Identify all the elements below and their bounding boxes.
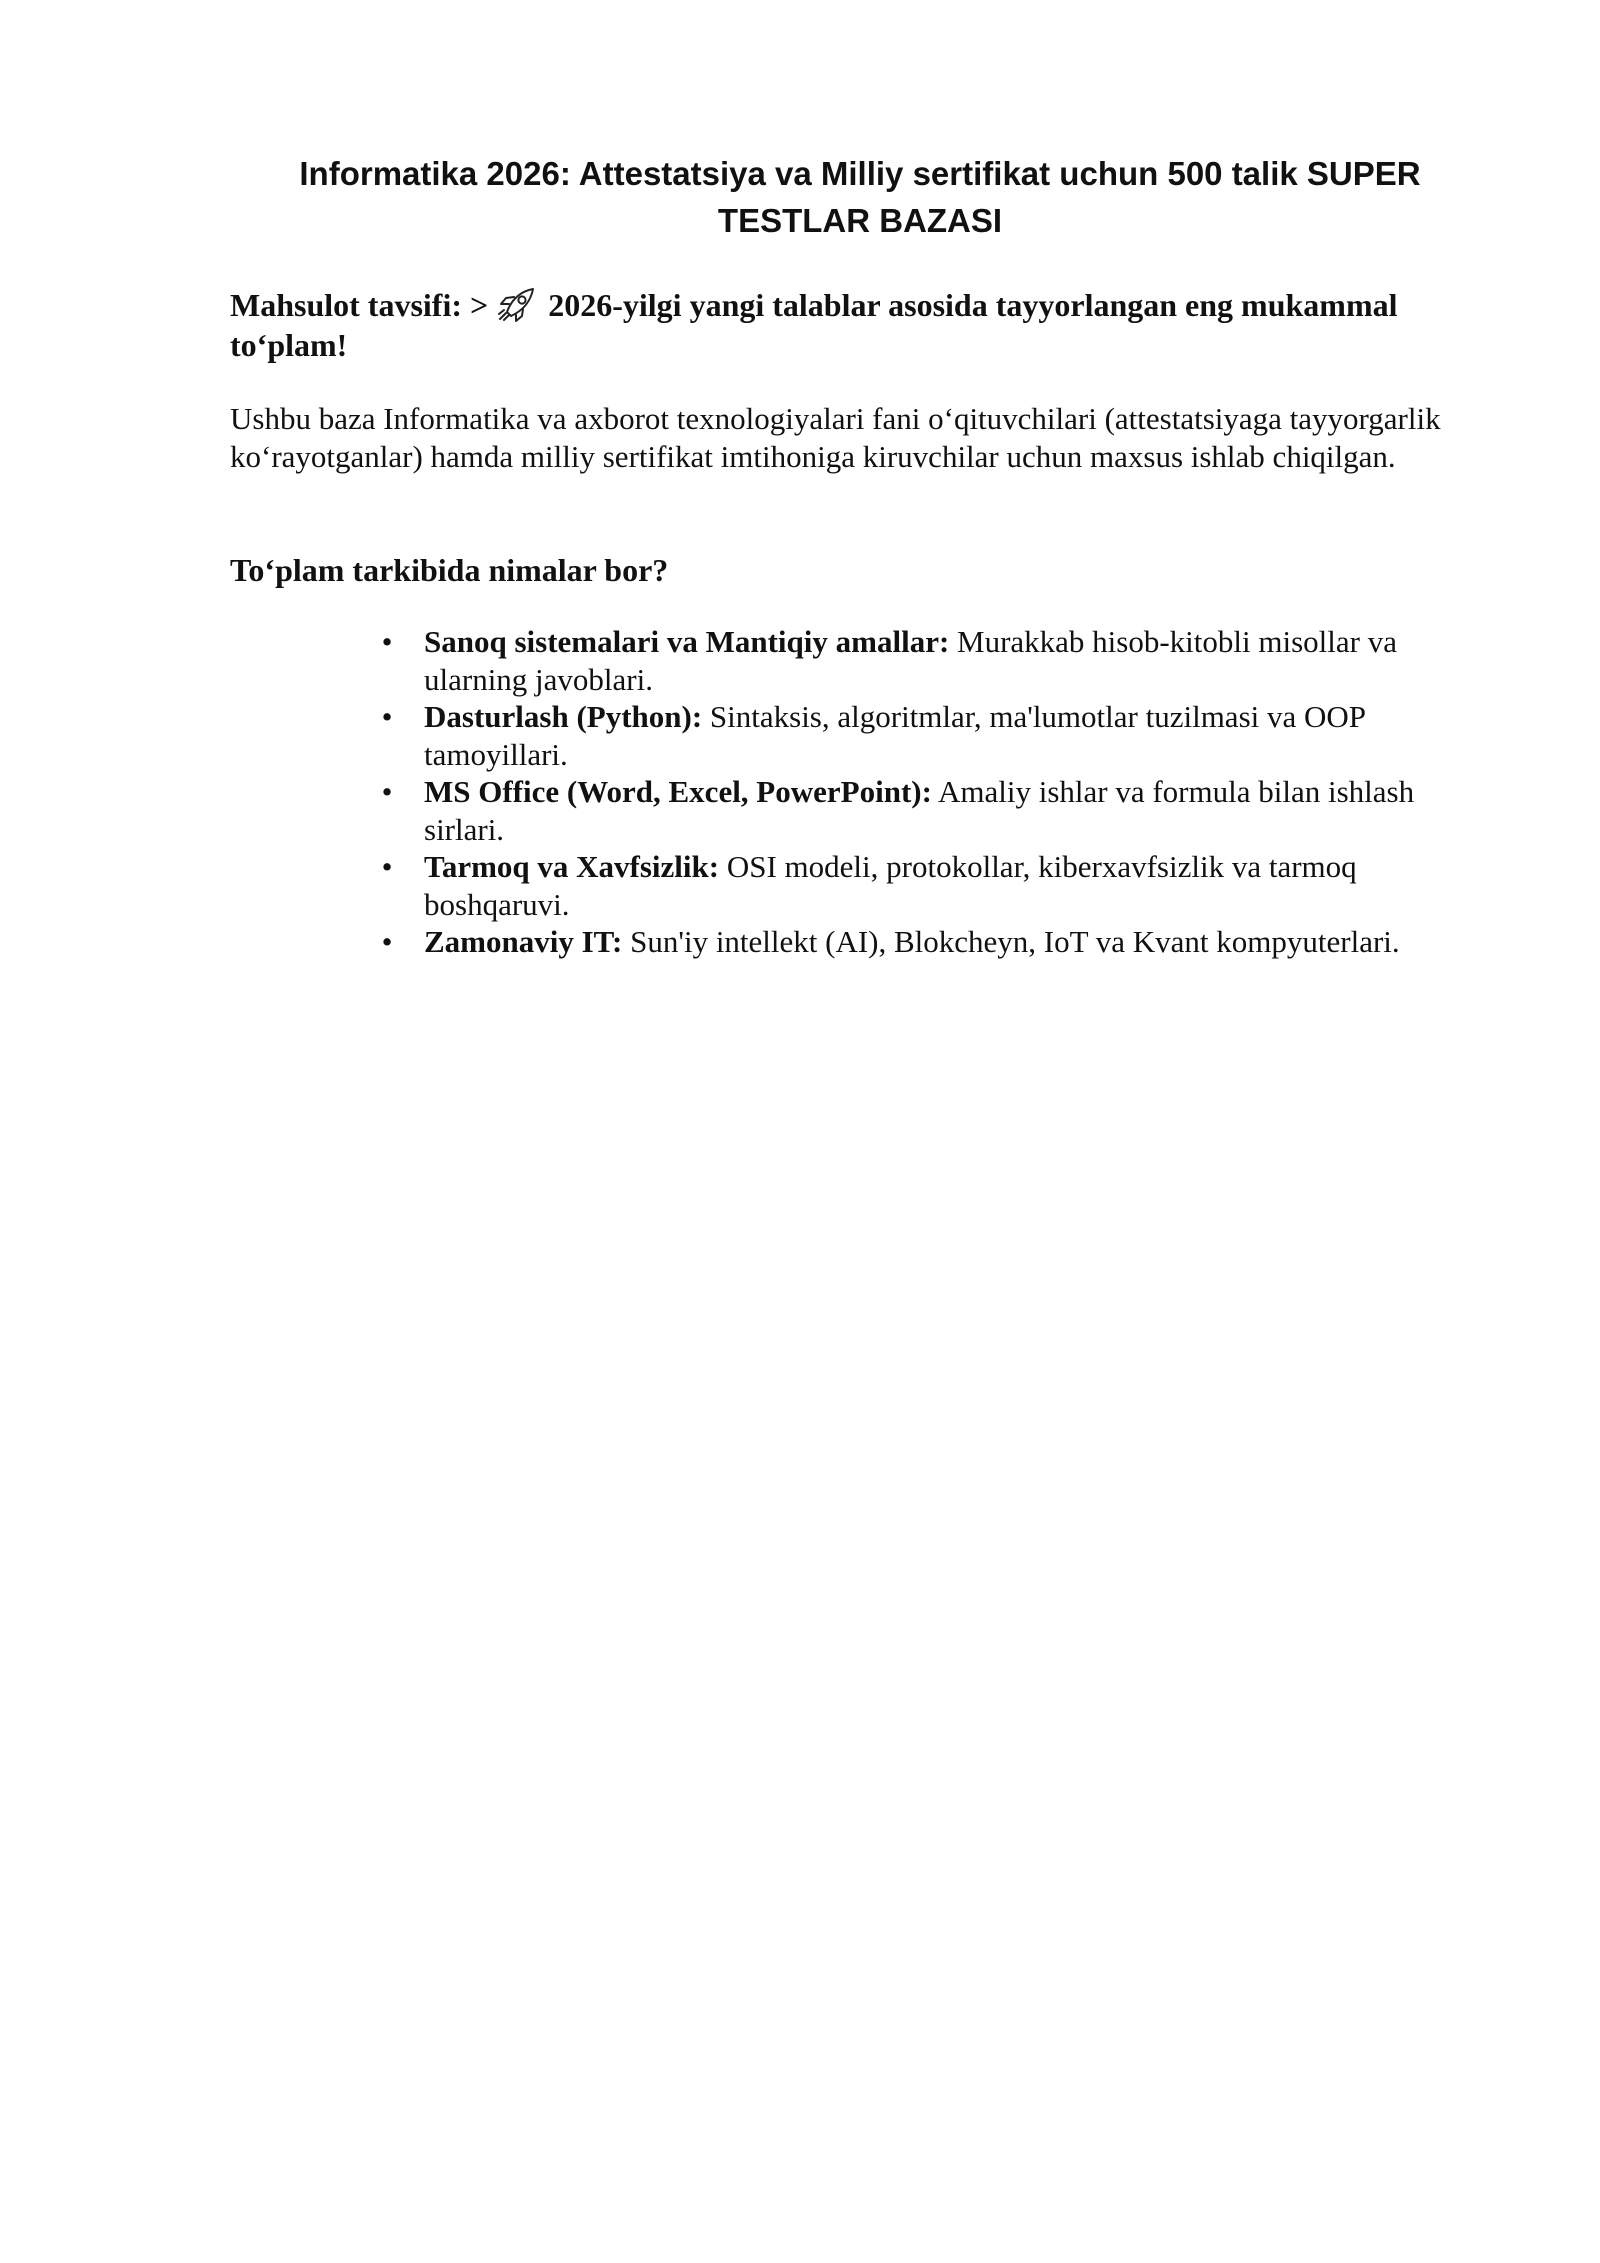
feature-title: Dasturlash (Python): [424, 699, 703, 734]
list-item [372, 698, 1482, 773]
feature-title: Zamonaviy IT: [424, 924, 623, 959]
rocket-icon [496, 286, 538, 322]
feature-title: Sanoq sistemalari va Mantiqiy amallar: [424, 624, 950, 659]
feature-title: MS Office (Word, Excel, PowerPoint): [424, 774, 932, 809]
contents-heading: To‘plam tarkibida nimalar bor? [230, 552, 669, 588]
feature-text: Amaliy ishlar va formula bilan ishlash sirlari. [424, 774, 1415, 847]
feature-text: Sun'iy intellekt (AI), Blokcheyn, IoT va Kvant kompyuterlari. [630, 924, 1400, 959]
list-item [372, 623, 1482, 698]
list-item [372, 773, 1482, 848]
features-list [372, 623, 1482, 961]
product-description [230, 285, 1480, 365]
feature-title: Tarmoq va Xavfsizlik: [424, 849, 720, 884]
list-item [372, 923, 1482, 961]
document-title: Informatika 2026: Attestatsiya va Milliy sertifikat uchun 500 talik SUPER TESTLAR BAZASI [299, 155, 1421, 239]
bullet: • [381, 924, 393, 959]
bullet: • [381, 774, 393, 809]
feature-text: Murakkab hisob-kitobli misollar va ularning javoblari. [424, 624, 1397, 697]
intro-paragraph: Ushbu baza Informatika va axborot texnologiyalari fani o‘qituvchilari (attestatsiyaga tayyorgarlik ko‘rayotganlar) hamda milliy sertifikat imtihoniga kiruvchilar uchun maxsus ishlab chiqilgan. [230, 401, 1441, 474]
bullet: • [381, 699, 393, 734]
description-label: Mahsulot tavsifi: > [230, 287, 489, 323]
bullet: • [381, 849, 393, 884]
feature-text: Sintaksis, algoritmlar, ma'lumotlar tuzilmasi va OOP tamoyillari. [424, 699, 1365, 772]
feature-text: OSI modeli, protokollar, kiberxavfsizlik va tarmoq boshqaruvi. [424, 849, 1357, 922]
list-item [372, 848, 1482, 923]
bullet: • [381, 624, 393, 659]
description-text: 2026-yilgi yangi talablar asosida tayyorlangan eng mukammal to‘plam! [230, 287, 1398, 363]
